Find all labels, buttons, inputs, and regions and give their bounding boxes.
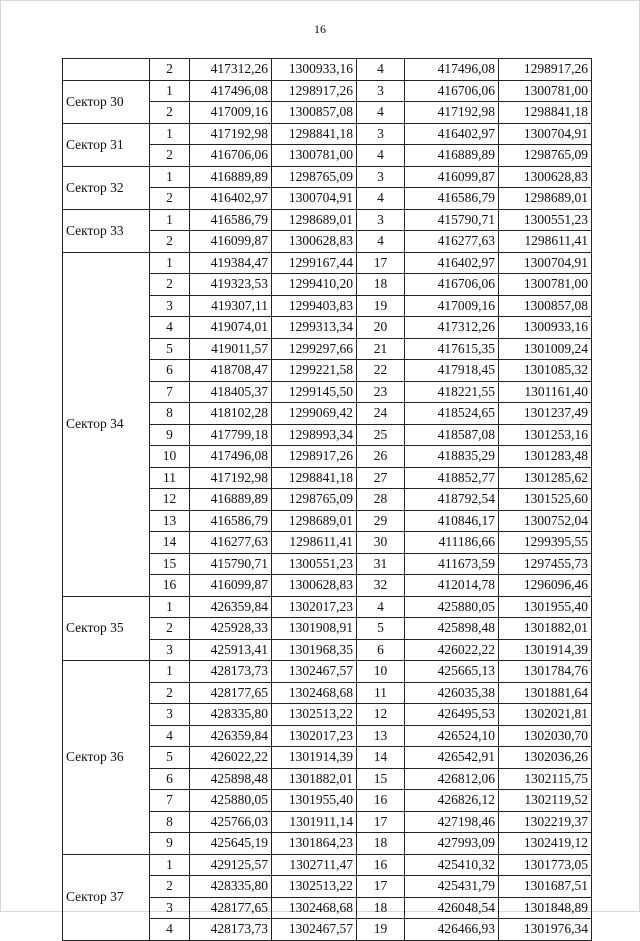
point-number-cell: 18 (357, 833, 405, 855)
point-number-cell: 4 (357, 188, 405, 210)
y-coordinate-cell: 1301687,51 (499, 876, 592, 898)
point-number-cell: 29 (357, 510, 405, 532)
point-number-cell: 18 (357, 274, 405, 296)
point-number-cell: 16 (150, 575, 190, 597)
x-coordinate-cell: 415790,71 (405, 209, 499, 231)
y-coordinate-cell: 1298765,09 (272, 166, 357, 188)
y-coordinate-cell: 1302467,57 (272, 919, 357, 941)
y-coordinate-cell: 1298841,18 (499, 102, 592, 124)
y-coordinate-cell: 1300551,23 (499, 209, 592, 231)
x-coordinate-cell: 425880,05 (190, 790, 272, 812)
x-coordinate-cell: 426022,22 (190, 747, 272, 769)
x-coordinate-cell: 416586,79 (190, 510, 272, 532)
y-coordinate-cell: 1299297,66 (272, 338, 357, 360)
point-number-cell: 31 (357, 553, 405, 575)
x-coordinate-cell: 417192,98 (405, 102, 499, 124)
point-number-cell: 10 (150, 446, 190, 468)
point-number-cell: 25 (357, 424, 405, 446)
x-coordinate-cell: 426035,38 (405, 682, 499, 704)
x-coordinate-cell: 425431,79 (405, 876, 499, 898)
sector-name-cell: Сектор 35 (63, 596, 150, 661)
x-coordinate-cell: 416277,63 (190, 532, 272, 554)
y-coordinate-cell: 1300781,00 (272, 145, 357, 167)
y-coordinate-cell: 1300628,83 (499, 166, 592, 188)
y-coordinate-cell: 1300704,91 (499, 123, 592, 145)
x-coordinate-cell: 418587,08 (405, 424, 499, 446)
x-coordinate-cell: 416889,89 (405, 145, 499, 167)
x-coordinate-cell: 419323,53 (190, 274, 272, 296)
x-coordinate-cell: 416099,87 (190, 575, 272, 597)
x-coordinate-cell: 411186,66 (405, 532, 499, 554)
y-coordinate-cell: 1302115,75 (499, 768, 592, 790)
point-number-cell: 2 (150, 682, 190, 704)
y-coordinate-cell: 1299313,34 (272, 317, 357, 339)
y-coordinate-cell: 1298689,01 (499, 188, 592, 210)
point-number-cell: 11 (150, 467, 190, 489)
y-coordinate-cell: 1298765,09 (499, 145, 592, 167)
point-number-cell: 1 (150, 80, 190, 102)
point-number-cell: 6 (150, 768, 190, 790)
y-coordinate-cell: 1299221,58 (272, 360, 357, 382)
point-number-cell: 1 (150, 166, 190, 188)
point-number-cell: 15 (150, 553, 190, 575)
point-number-cell: 5 (150, 747, 190, 769)
point-number-cell: 24 (357, 403, 405, 425)
table-row (63, 59, 592, 81)
point-number-cell: 7 (150, 381, 190, 403)
x-coordinate-cell: 417192,98 (190, 123, 272, 145)
point-number-cell: 32 (357, 575, 405, 597)
y-coordinate-cell: 1300933,16 (499, 317, 592, 339)
sector-name-cell: Сектор 30 (63, 80, 150, 123)
x-coordinate-cell: 417192,98 (190, 467, 272, 489)
point-number-cell: 30 (357, 532, 405, 554)
y-coordinate-cell: 1298689,01 (272, 209, 357, 231)
point-number-cell: 28 (357, 489, 405, 511)
y-coordinate-cell: 1302419,12 (499, 833, 592, 855)
y-coordinate-cell: 1301864,23 (272, 833, 357, 855)
point-number-cell: 7 (150, 790, 190, 812)
point-number-cell: 2 (150, 188, 190, 210)
x-coordinate-cell: 416099,87 (190, 231, 272, 253)
x-coordinate-cell: 418221,55 (405, 381, 499, 403)
point-number-cell: 4 (357, 102, 405, 124)
x-coordinate-cell: 416402,97 (405, 123, 499, 145)
x-coordinate-cell: 426466,93 (405, 919, 499, 941)
point-number-cell: 6 (357, 639, 405, 661)
x-coordinate-cell: 425898,48 (190, 768, 272, 790)
y-coordinate-cell: 1301955,40 (272, 790, 357, 812)
x-coordinate-cell: 417496,08 (190, 446, 272, 468)
y-coordinate-cell: 1302513,22 (272, 876, 357, 898)
y-coordinate-cell: 1301161,40 (499, 381, 592, 403)
x-coordinate-cell: 416099,87 (405, 166, 499, 188)
point-number-cell: 4 (357, 596, 405, 618)
x-coordinate-cell: 426359,84 (190, 596, 272, 618)
point-number-cell: 11 (357, 682, 405, 704)
y-coordinate-cell: 1299410,20 (272, 274, 357, 296)
x-coordinate-cell: 428177,65 (190, 682, 272, 704)
point-number-cell: 2 (150, 102, 190, 124)
y-coordinate-cell: 1301253,16 (499, 424, 592, 446)
y-coordinate-cell: 1302219,37 (499, 811, 592, 833)
y-coordinate-cell: 1302036,26 (499, 747, 592, 769)
x-coordinate-cell: 425766,03 (190, 811, 272, 833)
table-row (63, 166, 592, 188)
point-number-cell: 1 (150, 209, 190, 231)
sector-name-cell: Сектор 36 (63, 661, 150, 855)
y-coordinate-cell: 1298993,34 (272, 424, 357, 446)
x-coordinate-cell: 426812,06 (405, 768, 499, 790)
y-coordinate-cell: 1301285,62 (499, 467, 592, 489)
y-coordinate-cell: 1301784,76 (499, 661, 592, 683)
point-number-cell: 8 (150, 811, 190, 833)
y-coordinate-cell: 1299069,42 (272, 403, 357, 425)
point-number-cell: 4 (357, 231, 405, 253)
x-coordinate-cell: 417312,26 (190, 59, 272, 81)
point-number-cell: 4 (150, 317, 190, 339)
x-coordinate-cell: 428335,80 (190, 876, 272, 898)
x-coordinate-cell: 410846,17 (405, 510, 499, 532)
x-coordinate-cell: 417009,16 (190, 102, 272, 124)
x-coordinate-cell: 412014,78 (405, 575, 499, 597)
x-coordinate-cell: 425880,05 (405, 596, 499, 618)
x-coordinate-cell: 416402,97 (405, 252, 499, 274)
y-coordinate-cell: 1302467,57 (272, 661, 357, 683)
y-coordinate-cell: 1298917,26 (272, 446, 357, 468)
y-coordinate-cell: 1299167,44 (272, 252, 357, 274)
x-coordinate-cell: 418102,28 (190, 403, 272, 425)
table-row (63, 209, 592, 231)
y-coordinate-cell: 1298689,01 (272, 510, 357, 532)
point-number-cell: 1 (150, 123, 190, 145)
y-coordinate-cell: 1298611,41 (272, 532, 357, 554)
x-coordinate-cell: 416706,06 (405, 80, 499, 102)
x-coordinate-cell: 426524,10 (405, 725, 499, 747)
point-number-cell: 16 (357, 790, 405, 812)
y-coordinate-cell: 1302468,68 (272, 897, 357, 919)
point-number-cell: 8 (150, 403, 190, 425)
point-number-cell: 12 (357, 704, 405, 726)
x-coordinate-cell: 417496,08 (190, 80, 272, 102)
x-coordinate-cell: 416586,79 (190, 209, 272, 231)
x-coordinate-cell: 426022,22 (405, 639, 499, 661)
x-coordinate-cell: 416277,63 (405, 231, 499, 253)
point-number-cell: 15 (357, 768, 405, 790)
y-coordinate-cell: 1298765,09 (272, 489, 357, 511)
y-coordinate-cell: 1301882,01 (272, 768, 357, 790)
point-number-cell: 3 (150, 295, 190, 317)
x-coordinate-cell: 425410,32 (405, 854, 499, 876)
y-coordinate-cell: 1298917,26 (272, 80, 357, 102)
point-number-cell: 22 (357, 360, 405, 382)
table-row (63, 80, 592, 102)
x-coordinate-cell: 428173,73 (190, 661, 272, 683)
y-coordinate-cell: 1301968,35 (272, 639, 357, 661)
x-coordinate-cell: 418835,29 (405, 446, 499, 468)
y-coordinate-cell: 1301881,64 (499, 682, 592, 704)
point-number-cell: 4 (357, 145, 405, 167)
point-number-cell: 14 (357, 747, 405, 769)
x-coordinate-cell: 426495,53 (405, 704, 499, 726)
y-coordinate-cell: 1301882,01 (499, 618, 592, 640)
x-coordinate-cell: 416889,89 (190, 166, 272, 188)
y-coordinate-cell: 1301009,24 (499, 338, 592, 360)
x-coordinate-cell: 426048,54 (405, 897, 499, 919)
point-number-cell: 3 (357, 166, 405, 188)
y-coordinate-cell: 1302030,70 (499, 725, 592, 747)
y-coordinate-cell: 1301908,91 (272, 618, 357, 640)
point-number-cell: 1 (150, 854, 190, 876)
point-number-cell: 2 (150, 876, 190, 898)
y-coordinate-cell: 1302468,68 (272, 682, 357, 704)
y-coordinate-cell: 1300752,04 (499, 510, 592, 532)
point-number-cell: 27 (357, 467, 405, 489)
x-coordinate-cell: 417312,26 (405, 317, 499, 339)
y-coordinate-cell: 1302513,22 (272, 704, 357, 726)
y-coordinate-cell: 1300704,91 (499, 252, 592, 274)
x-coordinate-cell: 425898,48 (405, 618, 499, 640)
y-coordinate-cell: 1302711,47 (272, 854, 357, 876)
point-number-cell: 3 (150, 704, 190, 726)
x-coordinate-cell: 426826,12 (405, 790, 499, 812)
x-coordinate-cell: 425928,33 (190, 618, 272, 640)
x-coordinate-cell: 416889,89 (190, 489, 272, 511)
x-coordinate-cell: 428177,65 (190, 897, 272, 919)
x-coordinate-cell: 419074,01 (190, 317, 272, 339)
x-coordinate-cell: 417799,18 (190, 424, 272, 446)
point-number-cell: 9 (150, 424, 190, 446)
point-number-cell: 2 (150, 274, 190, 296)
x-coordinate-cell: 411673,59 (405, 553, 499, 575)
point-number-cell: 23 (357, 381, 405, 403)
x-coordinate-cell: 427198,46 (405, 811, 499, 833)
point-number-cell: 3 (357, 209, 405, 231)
table-row (63, 661, 592, 683)
x-coordinate-cell: 428173,73 (190, 919, 272, 941)
y-coordinate-cell: 1300628,83 (272, 575, 357, 597)
point-number-cell: 3 (357, 123, 405, 145)
y-coordinate-cell: 1302119,52 (499, 790, 592, 812)
point-number-cell: 16 (357, 854, 405, 876)
sector-name-cell: Сектор 37 (63, 854, 150, 940)
point-number-cell: 2 (150, 231, 190, 253)
x-coordinate-cell: 419384,47 (190, 252, 272, 274)
y-coordinate-cell: 1300628,83 (272, 231, 357, 253)
point-number-cell: 17 (357, 252, 405, 274)
sector-name-cell (63, 59, 150, 81)
y-coordinate-cell: 1300781,00 (499, 274, 592, 296)
x-coordinate-cell: 428335,80 (190, 704, 272, 726)
point-number-cell: 10 (357, 661, 405, 683)
y-coordinate-cell: 1301848,89 (499, 897, 592, 919)
y-coordinate-cell: 1300933,16 (272, 59, 357, 81)
point-number-cell: 21 (357, 338, 405, 360)
point-number-cell: 1 (150, 596, 190, 618)
point-number-cell: 17 (357, 876, 405, 898)
y-coordinate-cell: 1300551,23 (272, 553, 357, 575)
sector-name-cell: Сектор 32 (63, 166, 150, 209)
y-coordinate-cell: 1302017,23 (272, 596, 357, 618)
y-coordinate-cell: 1301283,48 (499, 446, 592, 468)
y-coordinate-cell: 1302021,81 (499, 704, 592, 726)
point-number-cell: 4 (150, 725, 190, 747)
point-number-cell: 5 (150, 338, 190, 360)
point-number-cell: 14 (150, 532, 190, 554)
point-number-cell: 13 (150, 510, 190, 532)
point-number-cell: 3 (357, 80, 405, 102)
table-row (63, 854, 592, 876)
point-number-cell: 19 (357, 295, 405, 317)
table-body (63, 59, 592, 941)
x-coordinate-cell: 427993,09 (405, 833, 499, 855)
y-coordinate-cell: 1299145,50 (272, 381, 357, 403)
sector-name-cell: Сектор 34 (63, 252, 150, 596)
x-coordinate-cell: 426359,84 (190, 725, 272, 747)
x-coordinate-cell: 417009,16 (405, 295, 499, 317)
y-coordinate-cell: 1297455,73 (499, 553, 592, 575)
x-coordinate-cell: 417615,35 (405, 338, 499, 360)
point-number-cell: 4 (150, 919, 190, 941)
x-coordinate-cell: 419011,57 (190, 338, 272, 360)
point-number-cell: 18 (357, 897, 405, 919)
x-coordinate-cell: 429125,57 (190, 854, 272, 876)
y-coordinate-cell: 1298917,26 (499, 59, 592, 81)
x-coordinate-cell: 416402,97 (190, 188, 272, 210)
y-coordinate-cell: 1302017,23 (272, 725, 357, 747)
y-coordinate-cell: 1299403,83 (272, 295, 357, 317)
y-coordinate-cell: 1298841,18 (272, 123, 357, 145)
table-row (63, 123, 592, 145)
y-coordinate-cell: 1301914,39 (272, 747, 357, 769)
x-coordinate-cell: 425913,41 (190, 639, 272, 661)
page-number: 16 (314, 22, 326, 36)
point-number-cell: 20 (357, 317, 405, 339)
point-number-cell: 2 (150, 618, 190, 640)
point-number-cell: 19 (357, 919, 405, 941)
point-number-cell: 12 (150, 489, 190, 511)
point-number-cell: 5 (357, 618, 405, 640)
y-coordinate-cell: 1301525,60 (499, 489, 592, 511)
x-coordinate-cell: 418708,47 (190, 360, 272, 382)
sector-name-cell: Сектор 33 (63, 209, 150, 252)
x-coordinate-cell: 418852,77 (405, 467, 499, 489)
point-number-cell: 2 (150, 59, 190, 81)
y-coordinate-cell: 1300857,08 (272, 102, 357, 124)
sector-name-cell: Сектор 31 (63, 123, 150, 166)
point-number-cell: 17 (357, 811, 405, 833)
x-coordinate-cell: 418405,37 (190, 381, 272, 403)
x-coordinate-cell: 418792,54 (405, 489, 499, 511)
x-coordinate-cell: 416586,79 (405, 188, 499, 210)
y-coordinate-cell: 1298611,41 (499, 231, 592, 253)
y-coordinate-cell: 1296096,46 (499, 575, 592, 597)
x-coordinate-cell: 416706,06 (190, 145, 272, 167)
x-coordinate-cell: 425665,13 (405, 661, 499, 683)
y-coordinate-cell: 1301976,34 (499, 919, 592, 941)
x-coordinate-cell: 417496,08 (405, 59, 499, 81)
point-number-cell: 9 (150, 833, 190, 855)
y-coordinate-cell: 1301955,40 (499, 596, 592, 618)
y-coordinate-cell: 1300781,00 (499, 80, 592, 102)
y-coordinate-cell: 1301085,32 (499, 360, 592, 382)
table-row (63, 252, 592, 274)
point-number-cell: 3 (150, 897, 190, 919)
y-coordinate-cell: 1300857,08 (499, 295, 592, 317)
x-coordinate-cell: 418524,65 (405, 403, 499, 425)
y-coordinate-cell: 1301911,14 (272, 811, 357, 833)
point-number-cell: 2 (150, 145, 190, 167)
point-number-cell: 13 (357, 725, 405, 747)
point-number-cell: 1 (150, 661, 190, 683)
point-number-cell: 3 (150, 639, 190, 661)
coordinates-table (62, 58, 592, 941)
x-coordinate-cell: 415790,71 (190, 553, 272, 575)
y-coordinate-cell: 1301773,05 (499, 854, 592, 876)
x-coordinate-cell: 425645,19 (190, 833, 272, 855)
x-coordinate-cell: 426542,91 (405, 747, 499, 769)
x-coordinate-cell: 417918,45 (405, 360, 499, 382)
x-coordinate-cell: 419307,11 (190, 295, 272, 317)
y-coordinate-cell: 1300704,91 (272, 188, 357, 210)
point-number-cell: 1 (150, 252, 190, 274)
y-coordinate-cell: 1301914,39 (499, 639, 592, 661)
y-coordinate-cell: 1299395,55 (499, 532, 592, 554)
point-number-cell: 26 (357, 446, 405, 468)
table-row (63, 596, 592, 618)
x-coordinate-cell: 416706,06 (405, 274, 499, 296)
y-coordinate-cell: 1301237,49 (499, 403, 592, 425)
point-number-cell: 6 (150, 360, 190, 382)
point-number-cell: 4 (357, 59, 405, 81)
y-coordinate-cell: 1298841,18 (272, 467, 357, 489)
